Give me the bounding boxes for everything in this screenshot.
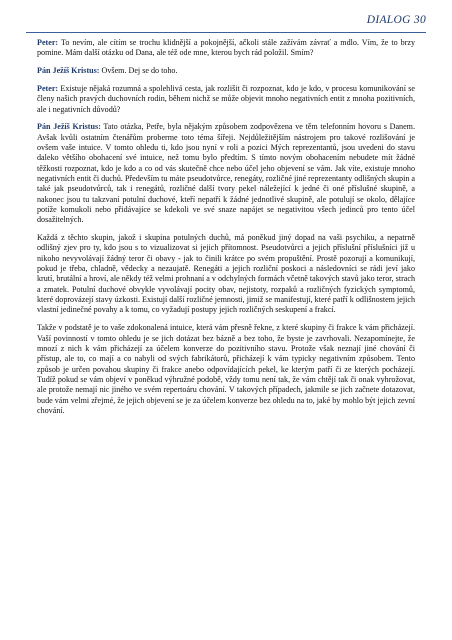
paragraph-text: Tato otázka, Petře, byla nějakým způsobem zodpovězena ve těm telefonním hovoru s Danem. Avšak kvůli ostatním čtenářům proberme toto téma šířeji. Nejdůležitějším nástrojem pro takové rozlišování je ovšem vaše intuice. V tomto ohledu ti, kdo jsou nyní v roli a pozici Mých reprezentantů, jsou uvedeni do stavu daleko většího obohacení své intuice, než tomu bylo předtím. S tímto novým obohacením nebudete mít žádné těžkosti rozpoznat, kdo je kdo a co od vás skutečně chce nebo účel jeho objevení se vám. Jak víte, existuje mnoho negativních entit či duchů. Především tu máte pseudotvůrce, renegáty, rozličné jiné reprezentanty odlišných skupin a také jak pseudotvůrců, tak i renegátů, rozličné další tvory pekel náležející k jedné či oné příslušné skupině, a nakonec jsou tu takzvaní potulní duchové, kteří nepatří k žádné jednotlivé skupině, ale potulují se okolo, dělajíce potíže komukoli nebo přidávajíce se kdekoli ve své snaze napájet se negativitou všech jedinců pro tento účel dosažitelných. [37,122,415,225]
document-body [37,38,415,424]
dialog-paragraph [37,84,415,115]
paragraph-text: Každá z těchto skupin, jakož i skupina potulných duchů, má poněkud jiný dopad na vaši psychiku, a nepatrně odlišný zjev pro ty, kdo jsou s to vizualizovat si jejich přítomnost. Pseudotvůrci a jejich příslušní příslušníci již u nikoho nevyvolávají žádný teror či obavy - jak to činili krátce po svém propuštění. Prostě pozorují a komunikují, pokud je třeba, chladně, vědecky a nezaujatě. Renegáti a jejich rozliční poskoci a následovníci se rádi jeví jako krutí, brutální a hroví, ale někdy též velmi prohnaní a v odchylných formách včetně takových stavů jako teror, strach a zmatek. Potulní duchové obvykle vyvolávají pocity obav, nejistoty, rozpaků a rozličných fyzických symptomů, které doprovázejí stavy úzkosti. Existují další rozličné jemnosti, jimiž se manifestují, které patří k odlišnostem jejich vlastní jedinečné povahy a k tomu, co vyžadují postupy jejich rozličných seskupení a frakcí. [37,233,415,315]
speaker-name: Pán Ježíš Kristus: [37,66,100,76]
paragraph-text: To nevím, ale cítím se trochu klidnější a pokojnější, ačkoli stále zažívám závrať a mdlo. Vím, že to brzy pomine. Mám další otázku od Dana, ale též ode mne, kterou bych rád položil. Smím? [37,38,415,58]
paragraph-text: Takže v podstatě je to vaše zdokonalená intuice, která vám přesně řekne, z které skupiny či frakce k vám přicházejí. Vaší povinností v tomto ohledu je se jich dotázat bez bázně a bez toho, že byste je zavrhovali. Nezapomínejte, že mnozí z nich k vám přicházejí za účelem konverze do pozitivního stavu. Protože však neznají jiné chování či přístup, ale to, co mají a co nabyli od svých fabrikátorů, přicházejí k vám typicky negativním způsobem. Tento způsob je určen povahou skupiny či frakce anebo odpovídajících pekel, ke kterým patří či ze kterých pocházejí. Tudíž pokud se vám objeví v poněkud výhružné podobě, vždy tomu není tak, že vám chtějí tak či onak vyhrožovat, ale protože nemají nic jiného ve svém repertoáru chování. V takových případech, jakmile se jich začnete dotazovat, bude vám velmi zřejmé, že jejich objevení se je za účelem konverze bez ohledu na to, jaké by mohlo být jejich zevní chování. [37,323,415,415]
page-title: DIALOG 30 [366,14,426,26]
speaker-name: Peter: [37,38,59,47]
speaker-name: Pán Ježíš Kristus: [37,122,101,132]
header-divider [26,32,426,33]
dialog-paragraph [37,122,415,225]
dialog-paragraph [37,38,415,59]
speaker-name: Peter: [37,83,59,93]
dialog-paragraph [37,233,415,316]
dialog-paragraph [37,323,415,416]
paragraph-text: Ovšem. Dej se do toho. [99,66,178,76]
paragraph-text: Existuje nějaká rozumná a spolehlivá cesta, jak rozlišit či rozpoznat, kdo je kdo, v procesu komunikování se členy našich pravých duchovních rodin, během nichž se může objevit mnoho negativních entit z mnoha pozitivních, ale i negativních důvodů? [37,83,415,114]
dialog-paragraph [37,66,415,76]
page-header [26,10,426,36]
